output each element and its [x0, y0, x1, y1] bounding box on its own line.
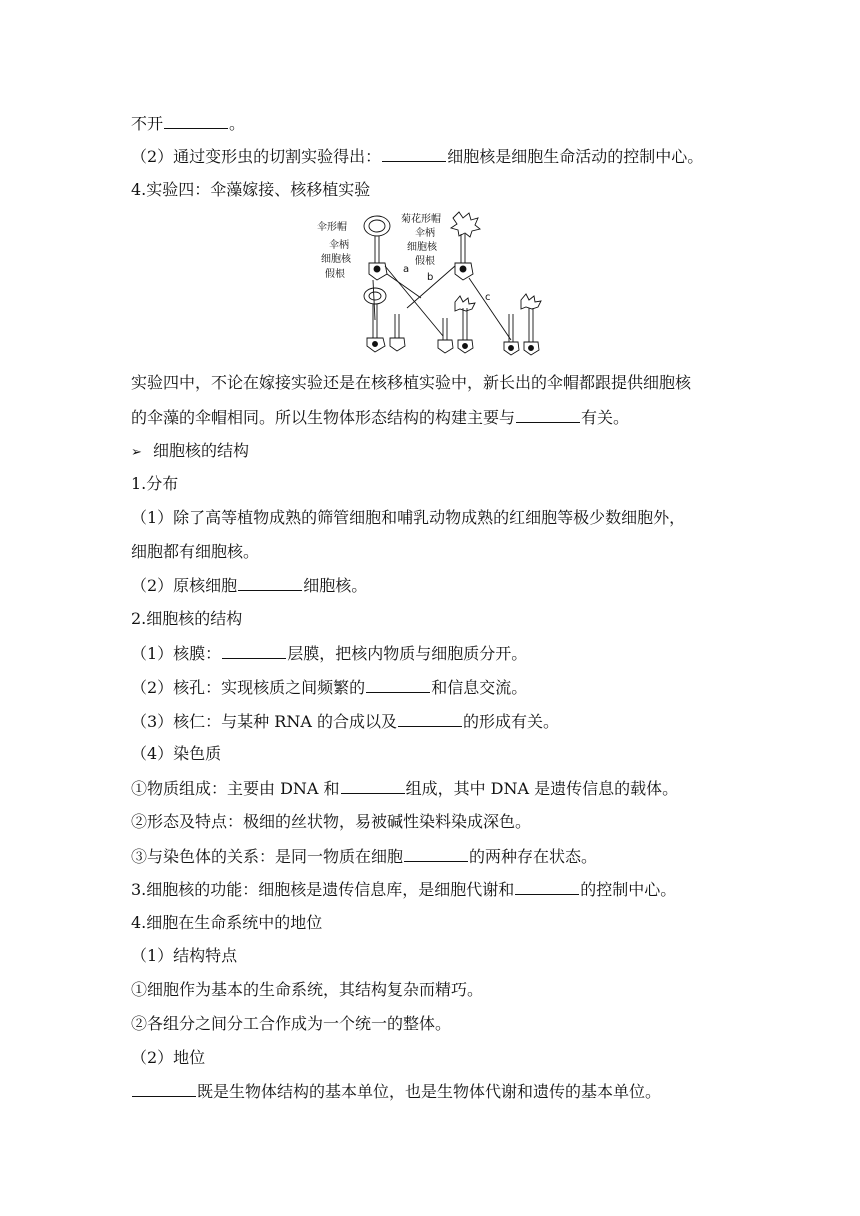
- line-text: 的伞藻的伞帽相同。所以生物体形态结构的构建主要与: [131, 408, 516, 427]
- line-text: 的控制中心。: [580, 880, 677, 899]
- text-line: [131, 542, 259, 562]
- text-line: [131, 407, 629, 428]
- text-line: [131, 711, 559, 732]
- arrow-label-c: c: [485, 292, 491, 303]
- diagram-svg: [315, 208, 555, 358]
- text-line: [131, 744, 221, 764]
- text-line: [131, 879, 676, 900]
- label-stalk-right: 伞柄: [415, 228, 435, 239]
- line-text: （2）地位: [131, 1048, 206, 1067]
- label-rhizoid-right: 假根: [415, 256, 435, 267]
- fill-blank[interactable]: [164, 113, 228, 129]
- line-text: ③与染色体的关系：是同一物质在细胞: [131, 847, 404, 866]
- fill-blank[interactable]: [398, 711, 462, 727]
- line-text: ①物质组成：主要由 DNA 和: [131, 779, 340, 798]
- text-line: [131, 1014, 451, 1034]
- line-text: 细胞都有细胞核。: [131, 542, 260, 561]
- label-chrysanthemum-cap: 菊花形帽: [401, 214, 441, 225]
- label-rhizoid-left: 假根: [325, 269, 345, 280]
- line-text: 细胞核。: [303, 576, 368, 595]
- line-text: 实验四中，不论在嫁接实验还是在核移植实验中，新长出的伞帽都跟提供细胞核: [131, 373, 692, 392]
- line-text: 2.细胞核的结构: [131, 609, 243, 628]
- fill-blank[interactable]: [222, 643, 286, 659]
- line-text: （3）核仁：与某种 RNA 的合成以及: [131, 712, 397, 731]
- line-text: 4.实验四：伞藻嫁接、核移植实验: [131, 180, 371, 199]
- line-text: 的两种存在状态。: [469, 847, 598, 866]
- fill-blank[interactable]: [132, 1081, 196, 1097]
- text-line: [131, 913, 322, 933]
- label-umbrella-cap: 伞形帽: [317, 222, 347, 233]
- fill-blank[interactable]: [515, 879, 579, 895]
- line-text: 细胞核是细胞生命活动的控制中心。: [447, 147, 704, 166]
- text-line: [131, 677, 527, 698]
- text-line: [131, 474, 178, 494]
- text-line: [131, 778, 678, 799]
- text-line: [131, 1081, 661, 1102]
- line-text: 4.细胞在生命系统中的地位: [131, 913, 323, 932]
- text-line: [131, 146, 703, 167]
- text-line: [131, 575, 367, 596]
- text-line: [131, 1048, 205, 1068]
- fill-blank[interactable]: [382, 146, 446, 162]
- line-text: （2）核孔：实现核质之间频繁的: [131, 678, 366, 697]
- text-line: [131, 113, 245, 134]
- arrow-label-a: a: [403, 264, 410, 275]
- text-line: [131, 846, 597, 867]
- line-text: 3.细胞核的功能：细胞核是遗传信息库，是细胞代谢和: [131, 880, 515, 899]
- text-line: [131, 609, 242, 629]
- fill-blank[interactable]: [404, 846, 468, 862]
- line-text: （1）结构特点: [131, 946, 238, 965]
- text-line: [131, 373, 691, 393]
- line-text: （2）原核细胞: [131, 576, 238, 595]
- section-heading: [131, 180, 370, 200]
- line-text: 组成，其中 DNA 是遗传信息的载体。: [405, 779, 679, 798]
- fill-blank[interactable]: [341, 778, 405, 794]
- label-nucleus-left: 细胞核: [321, 254, 351, 265]
- line-text: 有关。: [581, 408, 630, 427]
- line-text: （2）通过变形虫的切割实验得出：: [131, 147, 382, 166]
- acetabularia-grafting-diagram: [315, 208, 555, 358]
- text-line: [131, 812, 531, 832]
- label-stalk-left: 伞柄: [329, 240, 349, 251]
- line-text: ①细胞作为基本的生命系统，其结构复杂而精巧。: [131, 980, 484, 999]
- arrow-bullet-icon: ➢: [131, 445, 142, 460]
- fill-blank[interactable]: [238, 575, 302, 591]
- line-text: （1）核膜：: [131, 644, 222, 663]
- line-text: （1）除了高等植物成熟的筛管细胞和哺乳动物成熟的红细胞等极少数细胞外，: [131, 508, 686, 527]
- fill-blank[interactable]: [516, 407, 580, 423]
- arrow-label-b: b: [427, 272, 434, 283]
- line-text: ②各组分之间分工合作成为一个统一的整体。: [131, 1014, 452, 1033]
- text-line: [131, 643, 527, 664]
- label-nucleus-right: 细胞核: [407, 242, 437, 253]
- line-text: 细胞核的结构: [153, 441, 250, 460]
- line-text: 既是生物体结构的基本单位，也是生物体代谢和遗传的基本单位。: [197, 1082, 662, 1101]
- text-line: [131, 980, 483, 1000]
- line-text: 1.分布: [131, 474, 179, 493]
- section-heading: [131, 441, 249, 463]
- line-text: 层膜，把核内物质与细胞质分开。: [287, 644, 528, 663]
- line-text: ②形态及特点：极细的丝状物，易被碱性染料染成深色。: [131, 812, 532, 831]
- text-line: [131, 946, 237, 966]
- line-text: 的形成有关。: [462, 712, 559, 731]
- line-text: 。: [229, 114, 246, 133]
- line-text: （4）染色质: [131, 744, 222, 763]
- text-line: [131, 508, 685, 528]
- fill-blank[interactable]: [366, 677, 430, 693]
- line-text: 不开: [131, 114, 164, 133]
- line-text: 和信息交流。: [431, 678, 528, 697]
